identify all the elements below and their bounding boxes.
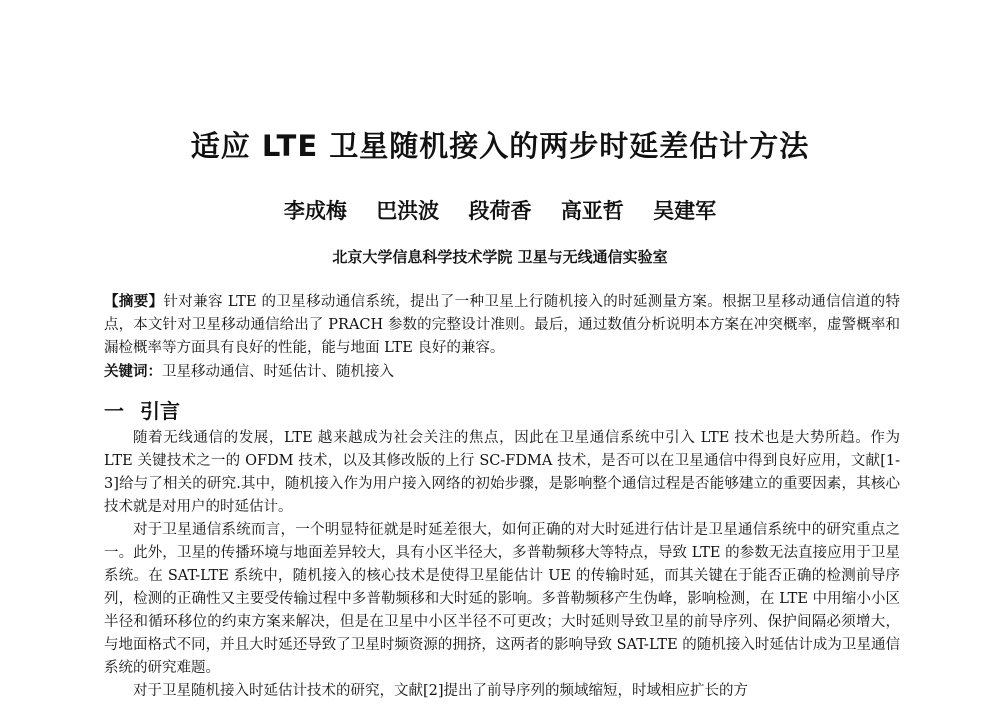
author-name: 段荷香	[468, 198, 532, 223]
author-name: 巴洪波	[376, 198, 440, 223]
abstract-block	[104, 290, 900, 384]
section-heading-introduction	[104, 397, 180, 425]
abstract-label: 【摘要】	[104, 293, 164, 310]
body-text	[104, 427, 900, 703]
affiliation: 北京大学信息科学技术学院 卫星与无线通信实验室	[332, 248, 668, 266]
section-title: 引言	[140, 399, 180, 423]
abstract-text: 针对兼容 LTE 的卫星移动通信系统，提出了一种卫星上行随机接入的时延测量方案。根据卫星移动通信信道的特点，本文针对卫星移动通信给出了 PRACH 参数的完整设计准则。最后，通过数值分析说明本方案在冲突概率，虚警概率和漏检概率等方面具有良好的性能，能与地面 LTE 良好的兼容。	[104, 294, 901, 356]
abstract	[104, 290, 900, 360]
author-name: 高亚哲	[560, 198, 624, 223]
paragraph: 对于卫星随机接入时延估计技术的研究，文献[2]提出了前导序列的频域缩短，时域相应扩长的方	[133, 683, 749, 699]
author-name: 李成梅	[283, 198, 347, 223]
paragraph: 随着无线通信的发展，LTE 越来越成为社会关注的焦点，因此在卫星通信系统中引入 LTE 技术也是大势所趋。作为 LTE 关键技术之一的 OFDM 技术，以及其修改版的上行 SC-FDMA 技术，是否可以在卫星通信中得到良好应用，文献[1-3]给与了相关的研究.其中，随机接入作为用户接入网络的初始步骤，是影响整个通信过程是否能够建立的重要因素，其核心技术就是对用户的时延估计。	[104, 430, 900, 515]
paper-title: 适应 LTE 卫星随机接入的两步时延差估计方法	[190, 129, 810, 163]
author-list	[0, 196, 1000, 226]
keywords	[104, 360, 900, 384]
section-number: 一	[104, 399, 124, 423]
author-name: 吴建军	[653, 198, 717, 223]
paragraph: 对于卫星通信系统而言，一个明显特征就是时延差很大，如何正确的对大时延进行估计是卫星通信系统中的研究重点之一。此外，卫星的传播环境与地面差异较大，具有小区半径大，多普勒频移大等特点，导致 LTE 的参数无法直接应用于卫星系统。在 SAT-LTE 系统中，随机接入的核心技术是使得卫星能估计 UE 的传输时延，而其关键在于能否正确的检测前导序列，检测的正确性又主要受传输过程中多普勒频移和大时延的影响。多普勒频移产生伪峰，影响检测，在 LTE 中用缩小小区半径和循环移位的约束方案来解决，但是在卫星中小区半径不可更改；大时延则导致卫星的前导序列、保护间隔必须增大，与地面格式不同，并且大时延还导致了卫星时频资源的拥挤，这两者的影响导致 SAT-LTE 的随机接入时延估计成为卫星通信系统的研究难题。	[104, 522, 900, 676]
keywords-label: 关键词：	[104, 363, 162, 380]
keywords-text: 卫星移动通信、时延估计、随机接入	[162, 364, 394, 380]
